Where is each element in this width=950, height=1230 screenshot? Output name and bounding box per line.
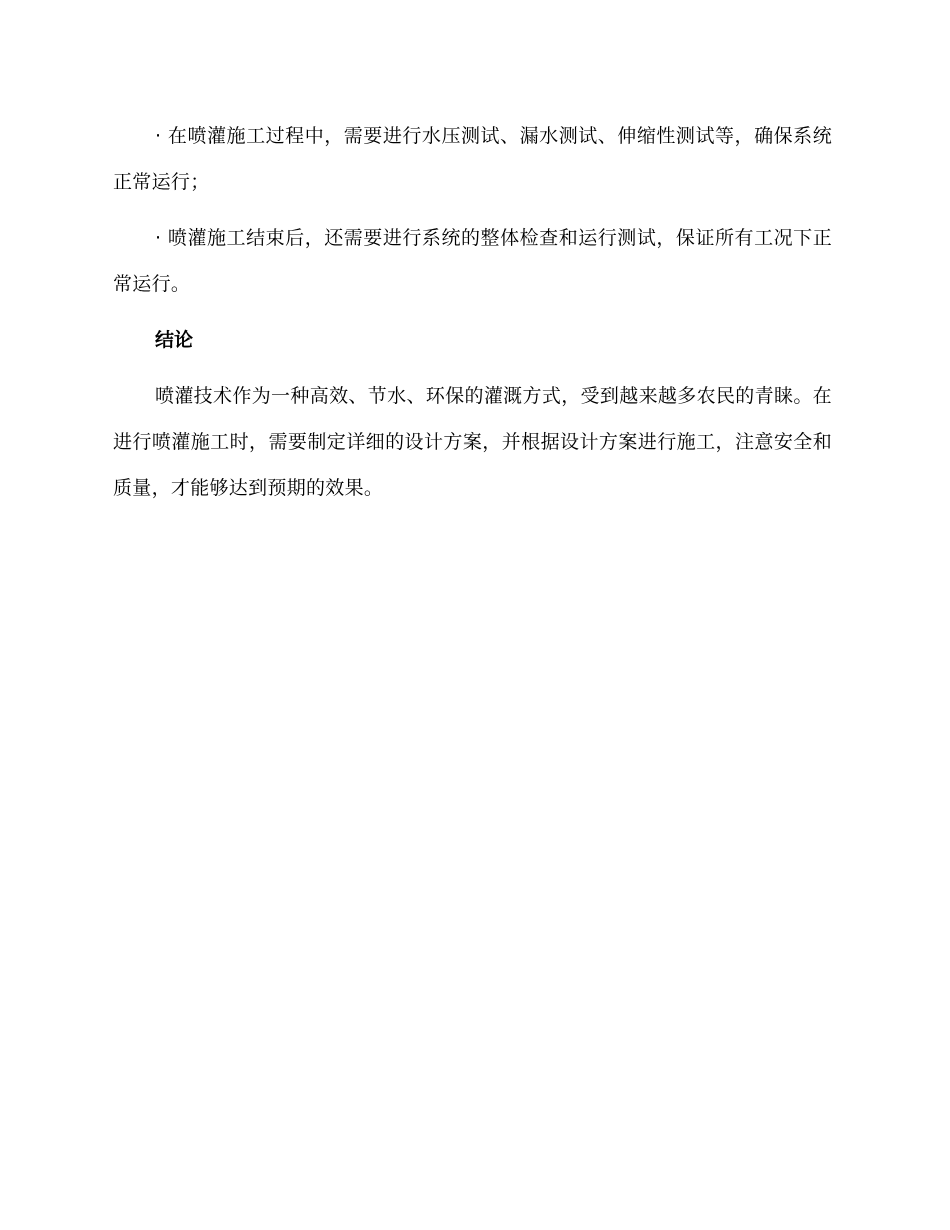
conclusion-heading: 结论 <box>155 329 194 351</box>
conclusion-paragraph: 喷灌技术作为一种高效、节水、环保的灌溉方式，受到越来越多农民的青睐。在进行喷灌施工时，需要制定详细的设计方案，并根据设计方案进行施工，注意安全和质量，才能够达到预期的效果。 <box>113 385 832 499</box>
bullet-paragraph: · 喷灌施工结束后，还需要进行系统的整体检查和运行测试，保证所有工况下正常运行。 <box>113 227 832 295</box>
bullet-paragraph: · 在喷灌施工过程中，需要进行水压测试、漏水测试、伸缩性测试等，确保系统正常运行； <box>113 125 832 193</box>
